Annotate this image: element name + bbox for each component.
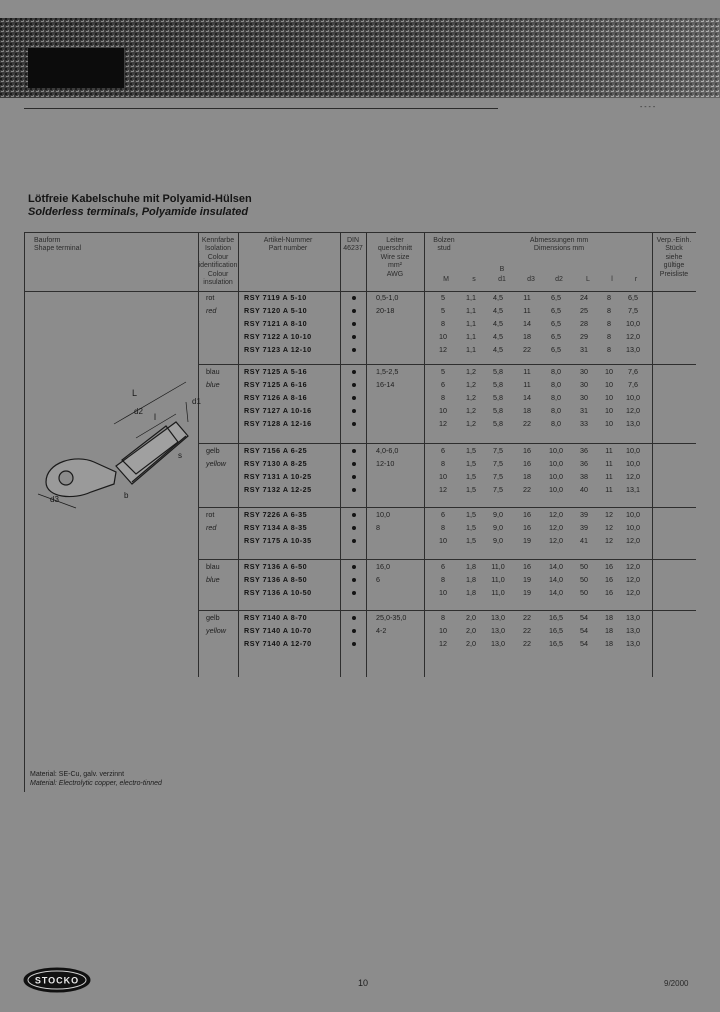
din-bullet	[352, 449, 356, 453]
col-sub-d2: d2	[555, 276, 563, 283]
cell-l: 11	[605, 446, 613, 455]
cell-d1: 7,5	[493, 446, 503, 455]
cell-d2: 12,0	[549, 510, 563, 519]
col-sub-r: r	[634, 276, 638, 283]
cell-L: 39	[580, 510, 588, 519]
cell-m: 8	[441, 318, 445, 328]
cell-d3: 19	[523, 587, 531, 597]
cross-section: 20-18	[376, 305, 395, 315]
part-number: RSY 7132 A 12-25	[244, 484, 312, 494]
cell-d1: 5,8	[493, 379, 503, 389]
cell-r: 13,0	[626, 613, 640, 622]
part-number: RSY 7226 A 6-35	[244, 510, 308, 519]
dim-label-d3: d3	[50, 495, 59, 504]
color-label: rot	[206, 510, 215, 519]
cell-d2: 10,0	[549, 446, 563, 455]
col-sub-d3: d3	[527, 276, 535, 283]
part-number: RSY 7119 A 5-10	[244, 293, 307, 302]
cell-l: 10	[605, 392, 613, 402]
cell-l: 11	[605, 484, 613, 494]
part-number: RSY 7140 A 10-70	[244, 625, 312, 635]
cell-r: 13,0	[626, 418, 640, 428]
color-label: yellow	[206, 458, 226, 468]
cell-d2: 12,0	[549, 522, 563, 532]
cell-d1: 4,5	[493, 293, 503, 302]
cell-l: 16	[605, 574, 613, 584]
col-sub-s: s	[472, 276, 476, 283]
cell-r: 10,0	[626, 510, 640, 519]
dim-label-d2: d2	[134, 407, 143, 416]
part-number: RSY 7123 A 12-10	[244, 344, 312, 354]
part-number: RSY 7136 A 10-50	[244, 587, 312, 597]
cell-s: 1,2	[466, 367, 476, 376]
footer-date: 9/2000	[664, 979, 689, 988]
cell-d2: 8,0	[551, 392, 561, 402]
cell-d3: 22	[523, 638, 531, 648]
cell-d1: 11,0	[491, 587, 505, 597]
cross-section: 1,5-2,5	[376, 367, 399, 376]
din-bullet	[352, 409, 356, 413]
cross-section: 6	[376, 574, 380, 584]
cell-r: 13,0	[626, 638, 640, 648]
cross-section: 12-10	[376, 458, 395, 468]
cell-s: 1,1	[466, 293, 476, 302]
cell-d3: 19	[523, 535, 531, 545]
group-separator	[198, 443, 696, 444]
cell-r: 13,0	[626, 344, 640, 354]
cell-L: 50	[580, 562, 588, 571]
cell-L: 38	[580, 471, 588, 481]
cell-s: 1,8	[466, 562, 476, 571]
cell-r: 13,0	[626, 625, 640, 635]
col-sub-d1: d1	[498, 276, 506, 283]
din-bullet	[352, 642, 356, 646]
cross-section: 0,5-1,0	[376, 293, 399, 302]
cell-m: 8	[441, 458, 445, 468]
cell-r: 10,0	[626, 318, 640, 328]
dim-label-l: l	[154, 412, 156, 422]
cell-s: 1,5	[466, 446, 476, 455]
part-number: RSY 7136 A 6-50	[244, 562, 308, 571]
col-header-shape: Bauform Shape terminal	[34, 237, 82, 253]
cell-m: 8	[441, 392, 445, 402]
cell-d1: 13,0	[491, 613, 505, 622]
color-label: red	[206, 305, 217, 315]
cell-m: 12	[439, 344, 447, 354]
cell-r: 7,6	[628, 379, 638, 389]
cell-m: 10	[439, 331, 447, 341]
cell-d1: 5,8	[493, 367, 503, 376]
cell-d2: 16,5	[549, 613, 563, 622]
col-sub-l: l	[611, 276, 613, 283]
table-top-rule	[24, 232, 696, 233]
cell-s: 1,1	[466, 331, 476, 341]
cell-s: 1,2	[466, 418, 476, 428]
cell-s: 2,0	[466, 638, 476, 648]
cell-s: 2,0	[466, 625, 476, 635]
col-header-dimensions: Abmessungen mm Dimensions mm	[529, 237, 589, 253]
part-number: RSY 7156 A 6-25	[244, 446, 308, 455]
color-label: yellow	[206, 625, 226, 635]
col-sub-b: B	[499, 266, 505, 273]
cell-l: 12	[605, 535, 613, 545]
cell-L: 30	[580, 367, 588, 376]
color-label: blue	[206, 379, 220, 389]
cell-d2: 8,0	[551, 379, 561, 389]
cell-l: 12	[605, 522, 613, 532]
cell-d3: 18	[523, 331, 531, 341]
cell-r: 6,5	[628, 293, 638, 302]
cell-m: 12	[439, 484, 447, 494]
cell-L: 39	[580, 522, 588, 532]
col-sub-m: M	[443, 276, 449, 283]
cell-r: 7,6	[628, 367, 638, 376]
din-bullet	[352, 591, 356, 595]
cell-L: 30	[580, 392, 588, 402]
cell-d1: 5,8	[493, 405, 503, 415]
ring-terminal-drawing	[36, 362, 206, 512]
col-header-pack: Verp.-Einh. Stück siehe gültige Preisliste	[656, 237, 692, 278]
cell-r: 10,0	[626, 392, 640, 402]
cell-L: 54	[580, 638, 588, 648]
part-number: RSY 7127 A 10-16	[244, 405, 312, 415]
din-bullet	[352, 539, 356, 543]
cell-d1: 5,8	[493, 392, 503, 402]
cell-d2: 14,0	[549, 587, 563, 597]
cell-d3: 22	[523, 625, 531, 635]
cell-L: 31	[580, 344, 588, 354]
cell-L: 50	[580, 587, 588, 597]
color-label: gelb	[206, 613, 220, 622]
cell-d1: 7,5	[493, 484, 503, 494]
cross-section: 8	[376, 522, 380, 532]
cell-d2: 8,0	[551, 418, 561, 428]
din-bullet	[352, 629, 356, 633]
cell-r: 13,1	[626, 484, 640, 494]
part-number: RSY 7136 A 8-50	[244, 574, 308, 584]
cell-l: 10	[605, 405, 613, 415]
part-number: RSY 7120 A 5-10	[244, 305, 308, 315]
header-code: - - - -	[640, 104, 656, 111]
part-number: RSY 7175 A 10-35	[244, 535, 312, 545]
cell-d1: 7,5	[493, 458, 503, 468]
cell-d1: 9,0	[493, 535, 503, 545]
cross-section: 10,0	[376, 510, 390, 519]
col-header-din: DIN 46237	[343, 237, 363, 253]
cell-s: 1,8	[466, 587, 476, 597]
cell-d2: 16,5	[549, 638, 563, 648]
part-number: RSY 7128 A 12-16	[244, 418, 312, 428]
cell-l: 8	[607, 293, 611, 302]
cell-d3: 18	[523, 471, 531, 481]
cell-d3: 22	[523, 484, 531, 494]
cell-L: 28	[580, 318, 588, 328]
cell-s: 1,1	[466, 305, 476, 315]
din-bullet	[352, 616, 356, 620]
cell-d3: 11	[523, 367, 531, 376]
table-header-rule	[24, 291, 696, 292]
cell-r: 12,0	[626, 562, 640, 571]
cell-l: 8	[607, 305, 611, 315]
cell-r: 10,0	[626, 458, 640, 468]
cell-d1: 13,0	[491, 638, 505, 648]
cross-section: 16,0	[376, 562, 390, 571]
cell-s: 1,5	[466, 535, 476, 545]
cell-d2: 16,5	[549, 625, 563, 635]
stocko-logo	[22, 966, 92, 994]
cell-s: 2,0	[466, 613, 476, 622]
cross-section: 25,0-35,0	[376, 613, 407, 622]
cell-L: 41	[580, 535, 588, 545]
group-separator	[198, 610, 696, 611]
cell-d3: 16	[523, 446, 531, 455]
cell-d2: 6,5	[551, 318, 561, 328]
part-number: RSY 7134 A 8-35	[244, 522, 308, 532]
cell-l: 18	[605, 613, 613, 622]
cell-m: 12	[439, 638, 447, 648]
cell-m: 5	[441, 305, 445, 315]
cell-d2: 6,5	[551, 305, 561, 315]
cell-m: 6	[441, 379, 445, 389]
page-number: 10	[358, 978, 369, 988]
cell-L: 30	[580, 379, 588, 389]
cell-d3: 14	[523, 318, 531, 328]
cell-d1: 4,5	[493, 344, 503, 354]
color-label: rot	[206, 293, 215, 302]
cross-section: 4,0-6,0	[376, 446, 399, 455]
din-bullet	[352, 488, 356, 492]
part-number: RSY 7125 A 5-16	[244, 367, 308, 376]
cell-d3: 16	[523, 458, 531, 468]
part-number: RSY 7130 A 8-25	[244, 458, 308, 468]
cross-section: 16-14	[376, 379, 395, 389]
cell-d2: 10,0	[549, 484, 563, 494]
cell-L: 31	[580, 405, 588, 415]
cell-d2: 6,5	[551, 293, 561, 302]
cell-L: 54	[580, 613, 588, 622]
table-left-rule	[24, 232, 25, 792]
cell-s: 1,5	[466, 522, 476, 532]
cell-l: 10	[605, 379, 613, 389]
cell-d3: 11	[523, 379, 531, 389]
cell-d2: 14,0	[549, 574, 563, 584]
cell-m: 10	[439, 625, 447, 635]
color-label: blue	[206, 574, 220, 584]
cell-d2: 10,0	[549, 458, 563, 468]
color-label: red	[206, 522, 217, 532]
cell-s: 1,1	[466, 318, 476, 328]
cell-s: 1,5	[466, 510, 476, 519]
cell-l: 18	[605, 638, 613, 648]
cell-d2: 10,0	[549, 471, 563, 481]
dim-label-b: b	[124, 491, 129, 500]
din-bullet	[352, 370, 356, 374]
cell-m: 6	[441, 510, 445, 519]
cell-d3: 14	[523, 392, 531, 402]
cell-r: 12,0	[626, 574, 640, 584]
cell-l: 11	[605, 471, 613, 481]
cell-l: 16	[605, 587, 613, 597]
cell-d1: 9,0	[493, 522, 503, 532]
header-rule	[24, 108, 498, 109]
cell-d2: 8,0	[551, 367, 561, 376]
cell-L: 25	[580, 305, 588, 315]
cell-L: 29	[580, 331, 588, 341]
cell-L: 40	[580, 484, 588, 494]
cell-r: 12,0	[626, 405, 640, 415]
dim-label-L: L	[132, 388, 138, 398]
cell-m: 8	[441, 522, 445, 532]
header-logo-block	[28, 48, 124, 88]
page-title-de: Lötfreie Kabelschuhe mit Polyamid-Hülsen	[28, 193, 252, 205]
col-header-color: Kennfarbe Isolation Colour identification Colour insulation	[198, 237, 238, 287]
cell-L: 36	[580, 446, 588, 455]
din-bullet	[352, 296, 356, 300]
cell-d1: 4,5	[493, 305, 503, 315]
din-bullet	[352, 475, 356, 479]
cell-d2: 12,0	[549, 535, 563, 545]
cell-d3: 22	[523, 418, 531, 428]
cell-d2: 14,0	[549, 562, 563, 571]
din-bullet	[352, 513, 356, 517]
cell-L: 33	[580, 418, 588, 428]
cell-L: 36	[580, 458, 588, 468]
cell-L: 54	[580, 625, 588, 635]
cell-d1: 5,8	[493, 418, 503, 428]
cell-r: 7,5	[628, 305, 638, 315]
cell-m: 8	[441, 613, 445, 622]
col-sub-L: L	[586, 276, 590, 283]
dim-label-d1: d1	[192, 397, 201, 406]
cell-m: 10	[439, 587, 447, 597]
cell-d3: 22	[523, 613, 531, 622]
part-number: RSY 7140 A 8-70	[244, 613, 308, 622]
cell-d3: 18	[523, 405, 531, 415]
part-number: RSY 7131 A 10-25	[244, 471, 312, 481]
cell-d3: 19	[523, 574, 531, 584]
din-bullet	[352, 348, 356, 352]
cell-l: 12	[605, 510, 613, 519]
cell-d3: 16	[523, 510, 531, 519]
cell-m: 10	[439, 405, 447, 415]
cell-d3: 22	[523, 344, 531, 354]
cell-l: 8	[607, 344, 611, 354]
cell-s: 1,2	[466, 392, 476, 402]
cell-r: 10,0	[626, 522, 640, 532]
part-number: RSY 7125 A 6-16	[244, 379, 308, 389]
cell-d3: 16	[523, 562, 531, 571]
cell-s: 1,8	[466, 574, 476, 584]
color-label: gelb	[206, 446, 220, 455]
material-note: Material: SE-Cu, galv. verzinnt Material: Electrolytic copper, electro-tinned	[30, 771, 162, 787]
dim-label-s: s	[178, 451, 182, 460]
cell-d1: 7,5	[493, 471, 503, 481]
cell-m: 10	[439, 471, 447, 481]
cell-m: 5	[441, 293, 445, 302]
cell-s: 1,1	[466, 344, 476, 354]
group-separator	[198, 507, 696, 508]
cell-r: 12,0	[626, 587, 640, 597]
cell-l: 11	[605, 458, 613, 468]
din-bullet	[352, 309, 356, 313]
din-bullet	[352, 526, 356, 530]
cell-d3: 11	[523, 305, 531, 315]
col-header-part: Artikel-Nummer Part number	[263, 237, 313, 253]
cross-section: 4-2	[376, 625, 387, 635]
cell-d2: 6,5	[551, 331, 561, 341]
cell-d1: 11,0	[491, 574, 505, 584]
cell-r: 12,0	[626, 535, 640, 545]
din-bullet	[352, 396, 356, 400]
din-bullet	[352, 565, 356, 569]
color-label: blau	[206, 367, 220, 376]
din-bullet	[352, 322, 356, 326]
cell-d1: 4,5	[493, 318, 503, 328]
cell-L: 24	[580, 293, 588, 302]
cell-r: 12,0	[626, 471, 640, 481]
cell-d1: 13,0	[491, 625, 505, 635]
cell-d2: 8,0	[551, 405, 561, 415]
cell-d2: 6,5	[551, 344, 561, 354]
cell-m: 6	[441, 562, 445, 571]
cell-s: 1,2	[466, 405, 476, 415]
cell-m: 8	[441, 574, 445, 584]
cell-m: 12	[439, 418, 447, 428]
cell-s: 1,2	[466, 379, 476, 389]
cell-r: 12,0	[626, 331, 640, 341]
cell-d3: 16	[523, 522, 531, 532]
cell-l: 10	[605, 367, 613, 376]
part-number: RSY 7122 A 10-10	[244, 331, 312, 341]
group-separator	[198, 559, 696, 560]
cell-l: 16	[605, 562, 613, 571]
cell-l: 10	[605, 418, 613, 428]
cell-m: 6	[441, 446, 445, 455]
cell-s: 1,5	[466, 471, 476, 481]
logo-text: STOCKO	[34, 975, 80, 986]
cell-l: 8	[607, 331, 611, 341]
part-number: RSY 7121 A 8-10	[244, 318, 308, 328]
cell-l: 18	[605, 625, 613, 635]
cell-r: 10,0	[626, 446, 640, 455]
cell-m: 5	[441, 367, 445, 376]
din-bullet	[352, 383, 356, 387]
group-separator	[198, 364, 696, 365]
din-bullet	[352, 578, 356, 582]
col-header-cross-section: Leiter querschnitt Wire size mm² AWG	[377, 237, 413, 278]
page-title-en: Solderless terminals, Polyamide insulated	[28, 206, 249, 218]
cell-l: 8	[607, 318, 611, 328]
cell-d3: 11	[523, 293, 531, 302]
cell-L: 50	[580, 574, 588, 584]
cell-s: 1,5	[466, 484, 476, 494]
cell-d1: 4,5	[493, 331, 503, 341]
col-header-bolt: Bolzen stud	[433, 237, 455, 253]
cell-d1: 11,0	[491, 562, 505, 571]
din-bullet	[352, 462, 356, 466]
part-number: RSY 7140 A 12-70	[244, 638, 312, 648]
cell-m: 10	[439, 535, 447, 545]
din-bullet	[352, 422, 356, 426]
color-label: blau	[206, 562, 220, 571]
din-bullet	[352, 335, 356, 339]
part-number: RSY 7126 A 8-16	[244, 392, 308, 402]
cell-d1: 9,0	[493, 510, 503, 519]
cell-s: 1,5	[466, 458, 476, 468]
